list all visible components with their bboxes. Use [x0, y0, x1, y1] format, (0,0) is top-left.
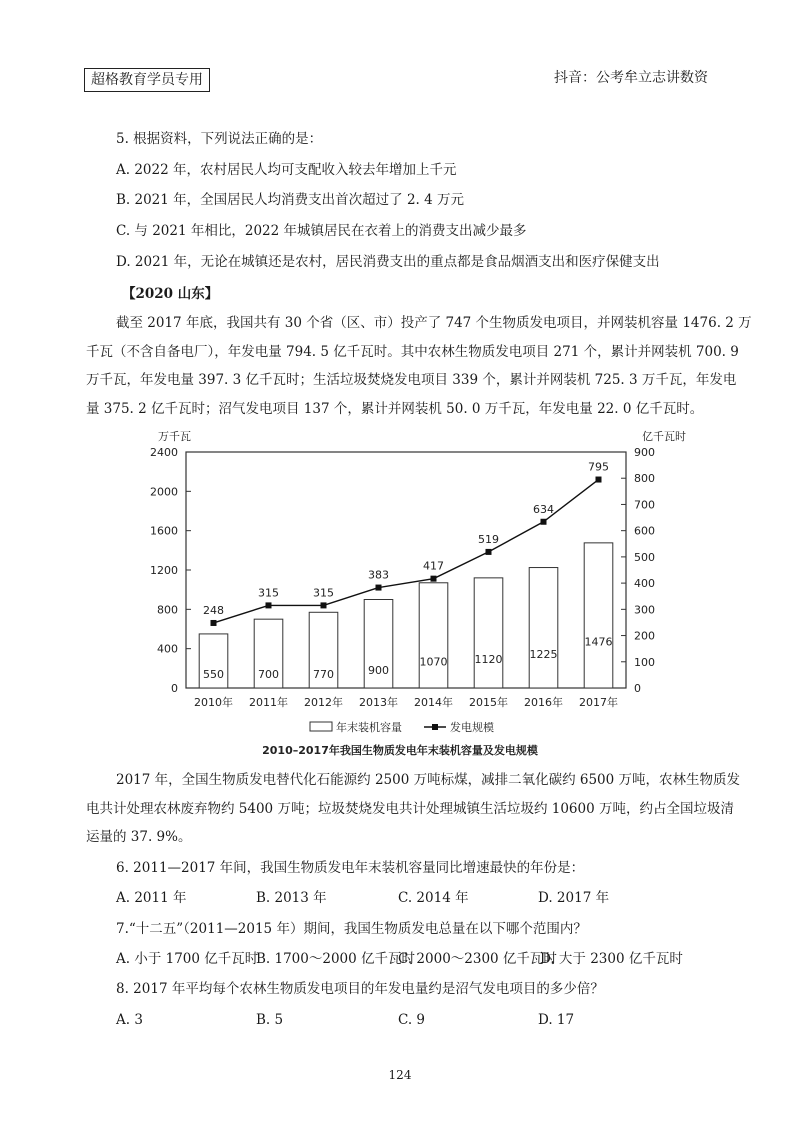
- bar: [529, 568, 558, 688]
- right-axis-tick-label: 0: [634, 682, 641, 695]
- q8-option-d: D. 17: [538, 1012, 575, 1028]
- line-point: [596, 477, 602, 483]
- bar: [474, 578, 503, 688]
- chart-frame: [186, 452, 626, 688]
- legend-bar-swatch: [310, 722, 332, 731]
- after-line: 2017 年，全国生物质发电替代化石能源约 2500 万吨标煤，减排二氧化碳约 6500 万吨，农林生物质发: [116, 772, 741, 788]
- right-axis-tick-label: 500: [634, 550, 655, 564]
- q5-option-b: B. 2021 年，全国居民人均消费支出首次超过了 2. 4 万元: [116, 192, 464, 208]
- bar-value-label: 550: [203, 668, 224, 681]
- q5-option-d: D. 2021 年，无论在城镇还是农村，居民消费支出的重点都是食品烟酒支出和医疗保健支出: [116, 254, 660, 270]
- section-tag: 【2020 山东】: [122, 286, 219, 302]
- q8-stem: 8. 2017 年平均每个农林生物质发电项目的年发电量约是沼气发电项目的多少倍？: [116, 981, 604, 997]
- left-axis-tick-label: 0: [171, 682, 178, 695]
- x-tick-label: 2010年: [194, 696, 233, 709]
- right-axis-label: 亿千瓦时: [642, 430, 686, 443]
- q7-option-c: C. 2000～2300 亿千瓦时: [398, 951, 557, 967]
- q8-option-a: A. 3: [116, 1012, 143, 1028]
- x-tick-label: 2016年: [524, 696, 563, 709]
- line-value-label: 383: [368, 568, 389, 582]
- line-point: [541, 519, 547, 525]
- left-axis-tick-label: 800: [157, 603, 178, 617]
- bar: [584, 543, 613, 688]
- x-tick-label: 2015年: [469, 696, 508, 709]
- x-tick-label: 2013年: [359, 696, 398, 709]
- q6-option-b: B. 2013 年: [256, 890, 327, 906]
- bar-value-label: 1225: [529, 647, 558, 661]
- after-line: 运量的 37. 9%。: [86, 829, 192, 846]
- right-axis-tick-label: 700: [634, 498, 655, 512]
- q8-option-c: C. 9: [398, 1012, 426, 1028]
- left-axis-label: 万千瓦: [158, 430, 191, 443]
- line-point: [486, 549, 492, 555]
- q5-option-c: C. 与 2021 年相比，2022 年城镇居民在衣着上的消费支出减少最多: [116, 223, 527, 239]
- line-point: [266, 602, 272, 608]
- left-axis-tick-label: 2400: [150, 446, 178, 459]
- right-axis-tick-label: 200: [634, 629, 655, 643]
- line-value-label: 248: [203, 603, 224, 617]
- left-axis-tick-label: 400: [157, 642, 178, 656]
- legend-line-label: 发电规模: [450, 721, 494, 734]
- q7-stem: 7.“十二五”（2011—2015 年）期间，我国生物质发电总量在以下哪个范围内？: [116, 921, 587, 937]
- right-axis-tick-label: 100: [634, 655, 655, 669]
- intro-line: 截至 2017 年底，我国共有 30 个省（区、市）投产了 747 个生物质发电项目，并网装机容量 1476. 2 万: [116, 315, 752, 331]
- bar: [419, 583, 448, 688]
- line-point: [431, 576, 437, 582]
- bar-value-label: 1476: [584, 635, 613, 649]
- line-value-label: 795: [588, 460, 609, 474]
- right-axis-tick-label: 400: [634, 577, 655, 591]
- intro-line: 量 375. 2 亿千瓦时；沼气发电项目 137 个，累计并网装机 50. 0 万千瓦，年发电量 22. 0 亿千瓦时。: [86, 400, 704, 417]
- line-point: [376, 585, 382, 591]
- q8-option-b: B. 5: [256, 1012, 284, 1028]
- bar-value-label: 1120: [474, 652, 503, 666]
- chart-caption: 2010–2017年我国生物质发电年末装机容量及发电规模: [262, 744, 538, 757]
- line-value-label: 519: [478, 532, 499, 546]
- left-axis-tick-label: 1600: [150, 524, 178, 538]
- after-line: 电共计处理农林废弃物约 5400 万吨；垃圾焚烧发电共计处理城镇生活垃圾约 10600 万吨，约占全国垃圾清: [86, 800, 734, 817]
- q6-option-d: D. 2017 年: [538, 890, 610, 906]
- q7-option-d: D. 大于 2300 亿千瓦时: [540, 951, 683, 967]
- line-value-label: 634: [533, 502, 554, 516]
- legend-bar-label: 年末装机容量: [336, 721, 402, 734]
- q6-option-a: A. 2011 年: [116, 890, 187, 906]
- right-axis-tick-label: 300: [634, 603, 655, 617]
- left-axis-tick-label: 2000: [150, 485, 178, 499]
- line-value-label: 315: [258, 586, 279, 600]
- q7-option-a: A. 小于 1700 亿千瓦时: [116, 951, 259, 967]
- q5-stem: 5. 根据资料，下列说法正确的是：: [116, 131, 323, 147]
- bar-value-label: 1070: [419, 655, 448, 669]
- bar-value-label: 700: [258, 668, 279, 681]
- header-right-text: 抖音：公考牟立志讲数资: [554, 70, 708, 86]
- left-axis-tick-label: 1200: [150, 564, 178, 577]
- intro-line: 万千瓦，年发电量 397. 3 亿千瓦时；生活垃圾焚烧发电项目 339 个，累计并网装机 725. 3 万千瓦，年发电: [86, 372, 737, 389]
- q5-option-a: A. 2022 年，农村居民人均可支配收入较去年增加上千元: [116, 162, 457, 178]
- header-badge: 超格教育学员专用: [84, 68, 210, 92]
- x-tick-label: 2014年: [414, 696, 453, 709]
- right-axis-tick-label: 900: [634, 446, 655, 459]
- legend-line-marker: [432, 724, 438, 730]
- q6-stem: 6. 2011—2017 年间，我国生物质发电年末装机容量同比增速最快的年份是：: [116, 860, 585, 876]
- line-point: [321, 602, 327, 608]
- line-point: [211, 620, 217, 626]
- bar-value-label: 770: [313, 668, 334, 681]
- bar-value-label: 900: [368, 663, 389, 677]
- x-tick-label: 2012年: [304, 696, 343, 709]
- line-value-label: 417: [423, 559, 444, 573]
- right-axis-tick-label: 800: [634, 472, 655, 486]
- line-value-label: 315: [313, 586, 334, 600]
- right-axis-tick-label: 600: [634, 524, 655, 538]
- x-tick-label: 2011年: [249, 696, 288, 709]
- after-paragraph: [86, 766, 741, 852]
- page-number: 124: [388, 1068, 412, 1082]
- q6-option-c: C. 2014 年: [398, 890, 469, 906]
- q7-option-b: B. 1700～2000 亿千瓦时: [256, 951, 416, 967]
- x-tick-label: 2017年: [579, 696, 618, 709]
- intro-line: 千瓦（不含自备电厂），年发电量 794. 5 亿千瓦时。其中农林生物质发电项目 271 个，累计并网装机 700. 9: [86, 343, 739, 360]
